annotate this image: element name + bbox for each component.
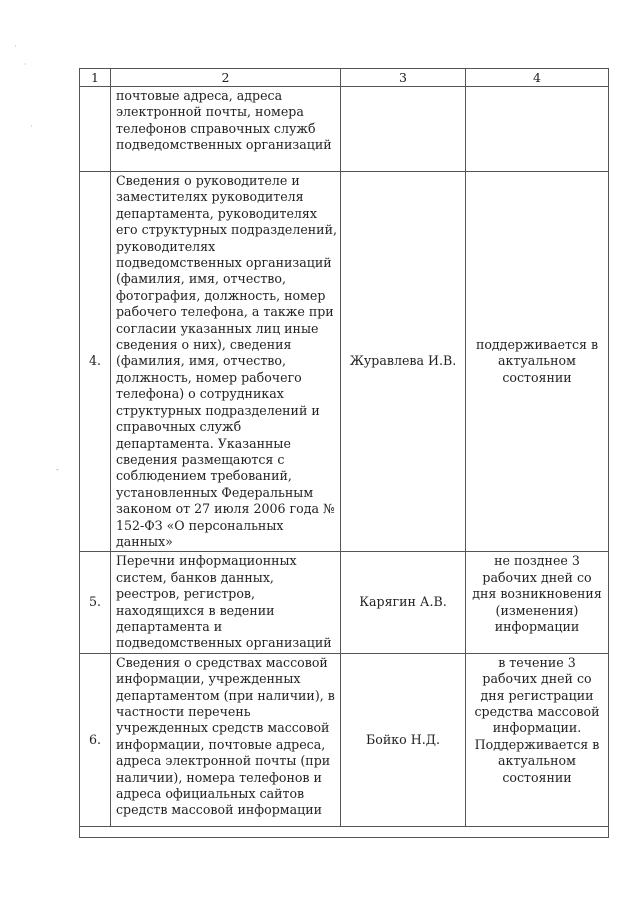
- row-responsible: [341, 87, 466, 172]
- row-term: поддерживается в актуальном состоянии: [466, 172, 609, 552]
- scan-mark: ·: [14, 42, 17, 51]
- scan-mark: -: [56, 465, 59, 474]
- row-number: [80, 87, 111, 172]
- table-row: [80, 87, 609, 172]
- empty-cell: [80, 826, 609, 837]
- row-description: почтовые адреса, адреса электронной почты, номера телефонов справочных служб подведомственных организаций: [111, 87, 341, 172]
- row-term: [466, 87, 609, 172]
- row-term: не позднее 3 рабочих дней со дня возникновения (изменения) информации: [466, 552, 609, 653]
- row-number: 4.: [80, 172, 111, 552]
- info-table: [79, 68, 609, 838]
- row-number: 5.: [80, 552, 111, 653]
- scan-mark: ·: [24, 60, 27, 69]
- row-description: Сведения о руководителе и заместителях руководителя департамента, руководителях его структурных подразделений, руководителях подведомственных организаций (фамилия, имя, отчество, фотография, должность, номер рабочего телефона, а также при согласии указанных лиц иные сведения о них), сведения (фамилия, имя, отчество, должность, номер рабочего телефона) о сотрудниках структурных подразделений и справочных служб департамента. Указанные сведения размещаются с соблюдением требований, установленных Федеральным законом от 27 июля 2006 года № 152-ФЗ «О персональных данных»: [111, 172, 341, 552]
- row-responsible: Бойко Н.Д.: [341, 653, 466, 826]
- row-term: в течение 3 рабочих дней со дня регистрации средства массовой информации. Поддерживается в актуальном состоянии: [466, 653, 609, 826]
- header-row: [80, 69, 609, 87]
- header-col-3: 3: [341, 69, 466, 87]
- row-responsible: Журавлева И.В.: [341, 172, 466, 552]
- header-col-1: 1: [80, 69, 111, 87]
- table-row: [80, 552, 609, 653]
- row-description: Сведения о средствах массовой информации, учрежденных департаментом (при наличии), в частности перечень учрежденных средств массовой информации, почтовые адреса, адреса электронной почты (при наличии), номера телефонов и адреса официальных сайтов средств массовой информации: [111, 653, 341, 826]
- row-responsible: Карягин А.В.: [341, 552, 466, 653]
- scan-mark: ·: [30, 122, 33, 131]
- table-row-empty: [80, 826, 609, 837]
- table-row: [80, 172, 609, 552]
- header-col-2: 2: [111, 69, 341, 87]
- row-number: 6.: [80, 653, 111, 826]
- table-row: [80, 653, 609, 826]
- row-description: Перечни информационных систем, банков данных, реестров, регистров, находящихся в ведении департамента и подведомственных организаций: [111, 552, 341, 653]
- header-col-4: 4: [466, 69, 609, 87]
